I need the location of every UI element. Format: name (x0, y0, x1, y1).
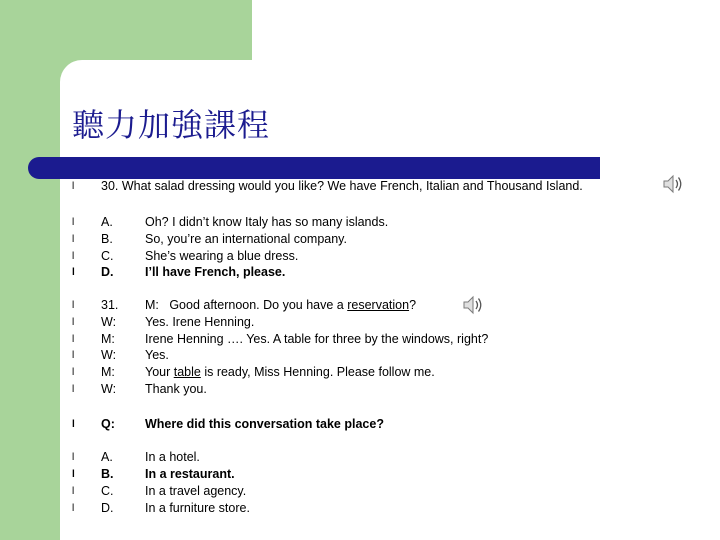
speaker-label: M: (101, 365, 115, 379)
bullet-icon: l (72, 267, 75, 278)
response-text: She’s wearing a blue dress. (145, 249, 299, 263)
dialogue-text: ? (409, 298, 417, 312)
speaker-icon[interactable] (662, 173, 684, 195)
speaker-label: W: (101, 348, 117, 362)
bullet-icon: l (72, 452, 75, 463)
question-label: Q: (101, 417, 115, 431)
bullet-icon: l (72, 234, 75, 245)
table-link[interactable]: table (173, 365, 201, 379)
bullet-icon: l (72, 350, 75, 361)
answer-text: In a restaurant. (145, 467, 235, 481)
bullet-icon: l (72, 469, 75, 480)
answer-text: In a furniture store. (145, 501, 250, 515)
dialogue-text: Yes. (145, 348, 169, 362)
reservation-link[interactable]: reservation (347, 298, 410, 312)
dialogue-text: Good afternoon. Do you have a (169, 298, 348, 312)
dialogue-text: Thank you. (145, 382, 207, 396)
decor-green-strip (0, 0, 60, 540)
bullet-icon: l (72, 384, 75, 395)
response-text: I’ll have French, please. (145, 265, 286, 279)
bullet-icon: l (72, 367, 75, 378)
dialogue-text: is ready, Miss Henning. Please follow me. (200, 365, 435, 379)
bullet-icon: l (72, 334, 75, 345)
question-30-text: 30. What salad dressing would you like? We have French, Italian and Thousand Island. (101, 179, 583, 193)
response-text: Oh? I didn’t know Italy has so many islands. (145, 215, 389, 229)
bullet-icon: l (72, 251, 75, 262)
answer-letter: C. (101, 484, 114, 498)
dialogue-text: Yes. Irene Henning. (145, 315, 255, 329)
response-letter: D. (101, 265, 114, 279)
answer-letter: D. (101, 501, 114, 515)
speaker-label: M: (145, 298, 159, 312)
bullet-icon: l (72, 300, 75, 311)
dialogue-line (145, 364, 435, 381)
speaker-label: W: (101, 382, 117, 396)
title-underline-bar (28, 157, 600, 179)
response-text: So, you’re an international company. (145, 232, 347, 246)
bullet-icon: l (72, 419, 75, 430)
answer-text: In a hotel. (145, 450, 200, 464)
slide-title: 聽力加強課程 (72, 106, 271, 144)
dialogue-text: Irene Henning …. Yes. A table for three by the windows, right? (145, 332, 489, 346)
response-letter: C. (101, 249, 114, 263)
dialogue-number: 31. (101, 298, 119, 312)
answer-letter: B. (101, 467, 114, 481)
dialogue-text: Your (145, 365, 174, 379)
bullet-icon: l (72, 486, 75, 497)
bullet-icon: l (72, 503, 75, 514)
response-letter: A. (101, 215, 113, 229)
bullet-icon: l (72, 181, 75, 192)
bullet-icon: l (72, 217, 75, 228)
speaker-icon[interactable] (462, 294, 484, 316)
question-text: Where did this conversation take place? (145, 417, 384, 431)
answer-text: In a travel agency. (145, 484, 247, 498)
speaker-label: W: (101, 315, 117, 329)
response-letter: B. (101, 232, 113, 246)
answer-letter: A. (101, 450, 113, 464)
bullet-icon: l (72, 317, 75, 328)
speaker-label: M: (101, 332, 115, 346)
dialogue-line (145, 297, 416, 314)
